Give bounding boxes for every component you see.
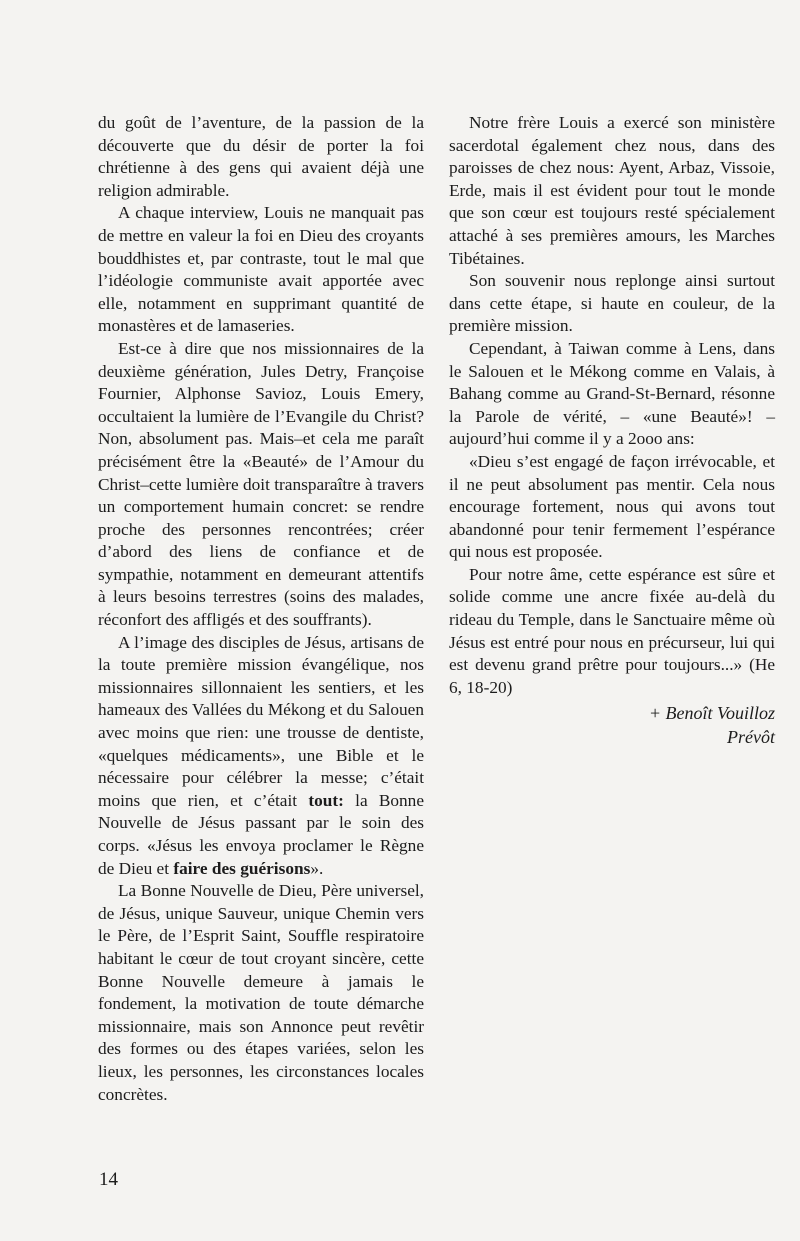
quote-paragraph: «Dieu s’est engagé de façon irrévocable, et il ne peut absolument pas mentir. Cela nous encourage fortement, nous qui avons tout abandonné pour tenir fermement l’espérance qui nous est proposée.	[449, 451, 775, 562]
paragraph: La Bonne Nouvelle de Dieu, Père universel, de Jésus, unique Sauveur, unique Chemin vers le Père, de l’Esprit Saint, Souffle respiratoire habitant le cœur de tout croyant sincère, cette Bonne Nouvelle demeure à jamais le fondement, la motivation de toute démarche missionnaire, mais son Annonce peut revêtir des formes ou des étapes variées, selon les lieux, les personnes, les circonstances locales concrètes.	[98, 881, 424, 1104]
signature	[449, 701, 775, 749]
paragraph: Son souvenir nous replonge ainsi surtout dans cette étape, si haute en couleur, de la première mission.	[449, 271, 775, 336]
quote-paragraph: Pour notre âme, cette espérance est sûre et solide comme une ancre fixée au-delà du rideau du Temple, dans le Sanctuaire même où Jésus est entré pour nous en précurseur, lui qui est devenu grand prêtre pour toujours...» (He 6, 18-20)	[449, 564, 775, 697]
right-column	[449, 112, 775, 749]
paragraph: A chaque interview, Louis ne manquait pas de mettre en valeur la foi en Dieu des croyants bouddhistes et, par contraste, tout le mal que l’idéologie communiste avait apportée avec elle, notamment en supprimant quantité de monastères et de lamaseries.	[98, 203, 424, 336]
paragraph: Cependant, à Taiwan comme à Lens, dans le Salouen et le Mékong comme en Valais, à Bahang comme au Grand-St-Bernard, résonne la Parole de vérité, – «une Beauté»! – aujourd’hui comme il y a 2ooo ans:	[449, 338, 775, 449]
paragraph-text: ».	[310, 858, 324, 878]
emphasis-text: tout:	[308, 790, 344, 810]
left-column	[98, 112, 424, 1106]
signature-title: Prévôt	[727, 727, 775, 748]
signature-name: + Benoît Vouilloz	[648, 703, 775, 724]
emphasis-text: faire des guérisons	[173, 858, 311, 878]
paragraph: du goût de l’aventure, de la passion de la découverte que du désir de porter la foi chrétienne à des gens qui avaient déjà une religion admirable.	[98, 113, 424, 200]
paragraph	[98, 632, 424, 881]
paragraph: Est-ce à dire que nos missionnaires de la deuxième génération, Jules Detry, Françoise Fournier, Alphonse Savioz, Louis Emery, occultaient la lumière de l’Evangile du Christ? Non, absolument pas. Mais–et cela me paraît précisément être la «Beauté» de l’Amour du Christ–cette lumière doit transparaître à travers un comportement humain concret: se rendre proche des personnes rencontrées; créer d’abord des liens de confiance et de sympathie, notamment en demeurant attentifs à leurs besoins terrestres (soins des malades, réconfort des affligés et des souffrants).	[98, 338, 424, 630]
paragraph: Notre frère Louis a exercé son ministère sacerdotal également chez nous, dans des paroisses de chez nous: Ayent, Arbaz, Vissoie, Erde, mais il est évident pour tout le monde que son cœur est toujours resté spécialement attaché à ses premières amours, les Marches Tibétaines.	[449, 113, 775, 268]
paragraph-text: A l’image des disciples de Jésus, artisans de la toute première mission évangélique, nos missionnaires sillonnaient les sentiers, et les hameaux des Vallées du Mékong et du Salouen avec moins que rien: une trousse de dentiste, «quelques médicaments», une Bible et le nécessaire pour célébrer la messe; c’était moins que rien, et c’était	[98, 632, 424, 810]
paragraph-text: la Bonne Nouvelle de Jésus passant par le soin des corps. «Jésus les envoya proclamer le Règne de Dieu et	[98, 790, 424, 878]
page-number: 14	[99, 1169, 118, 1190]
